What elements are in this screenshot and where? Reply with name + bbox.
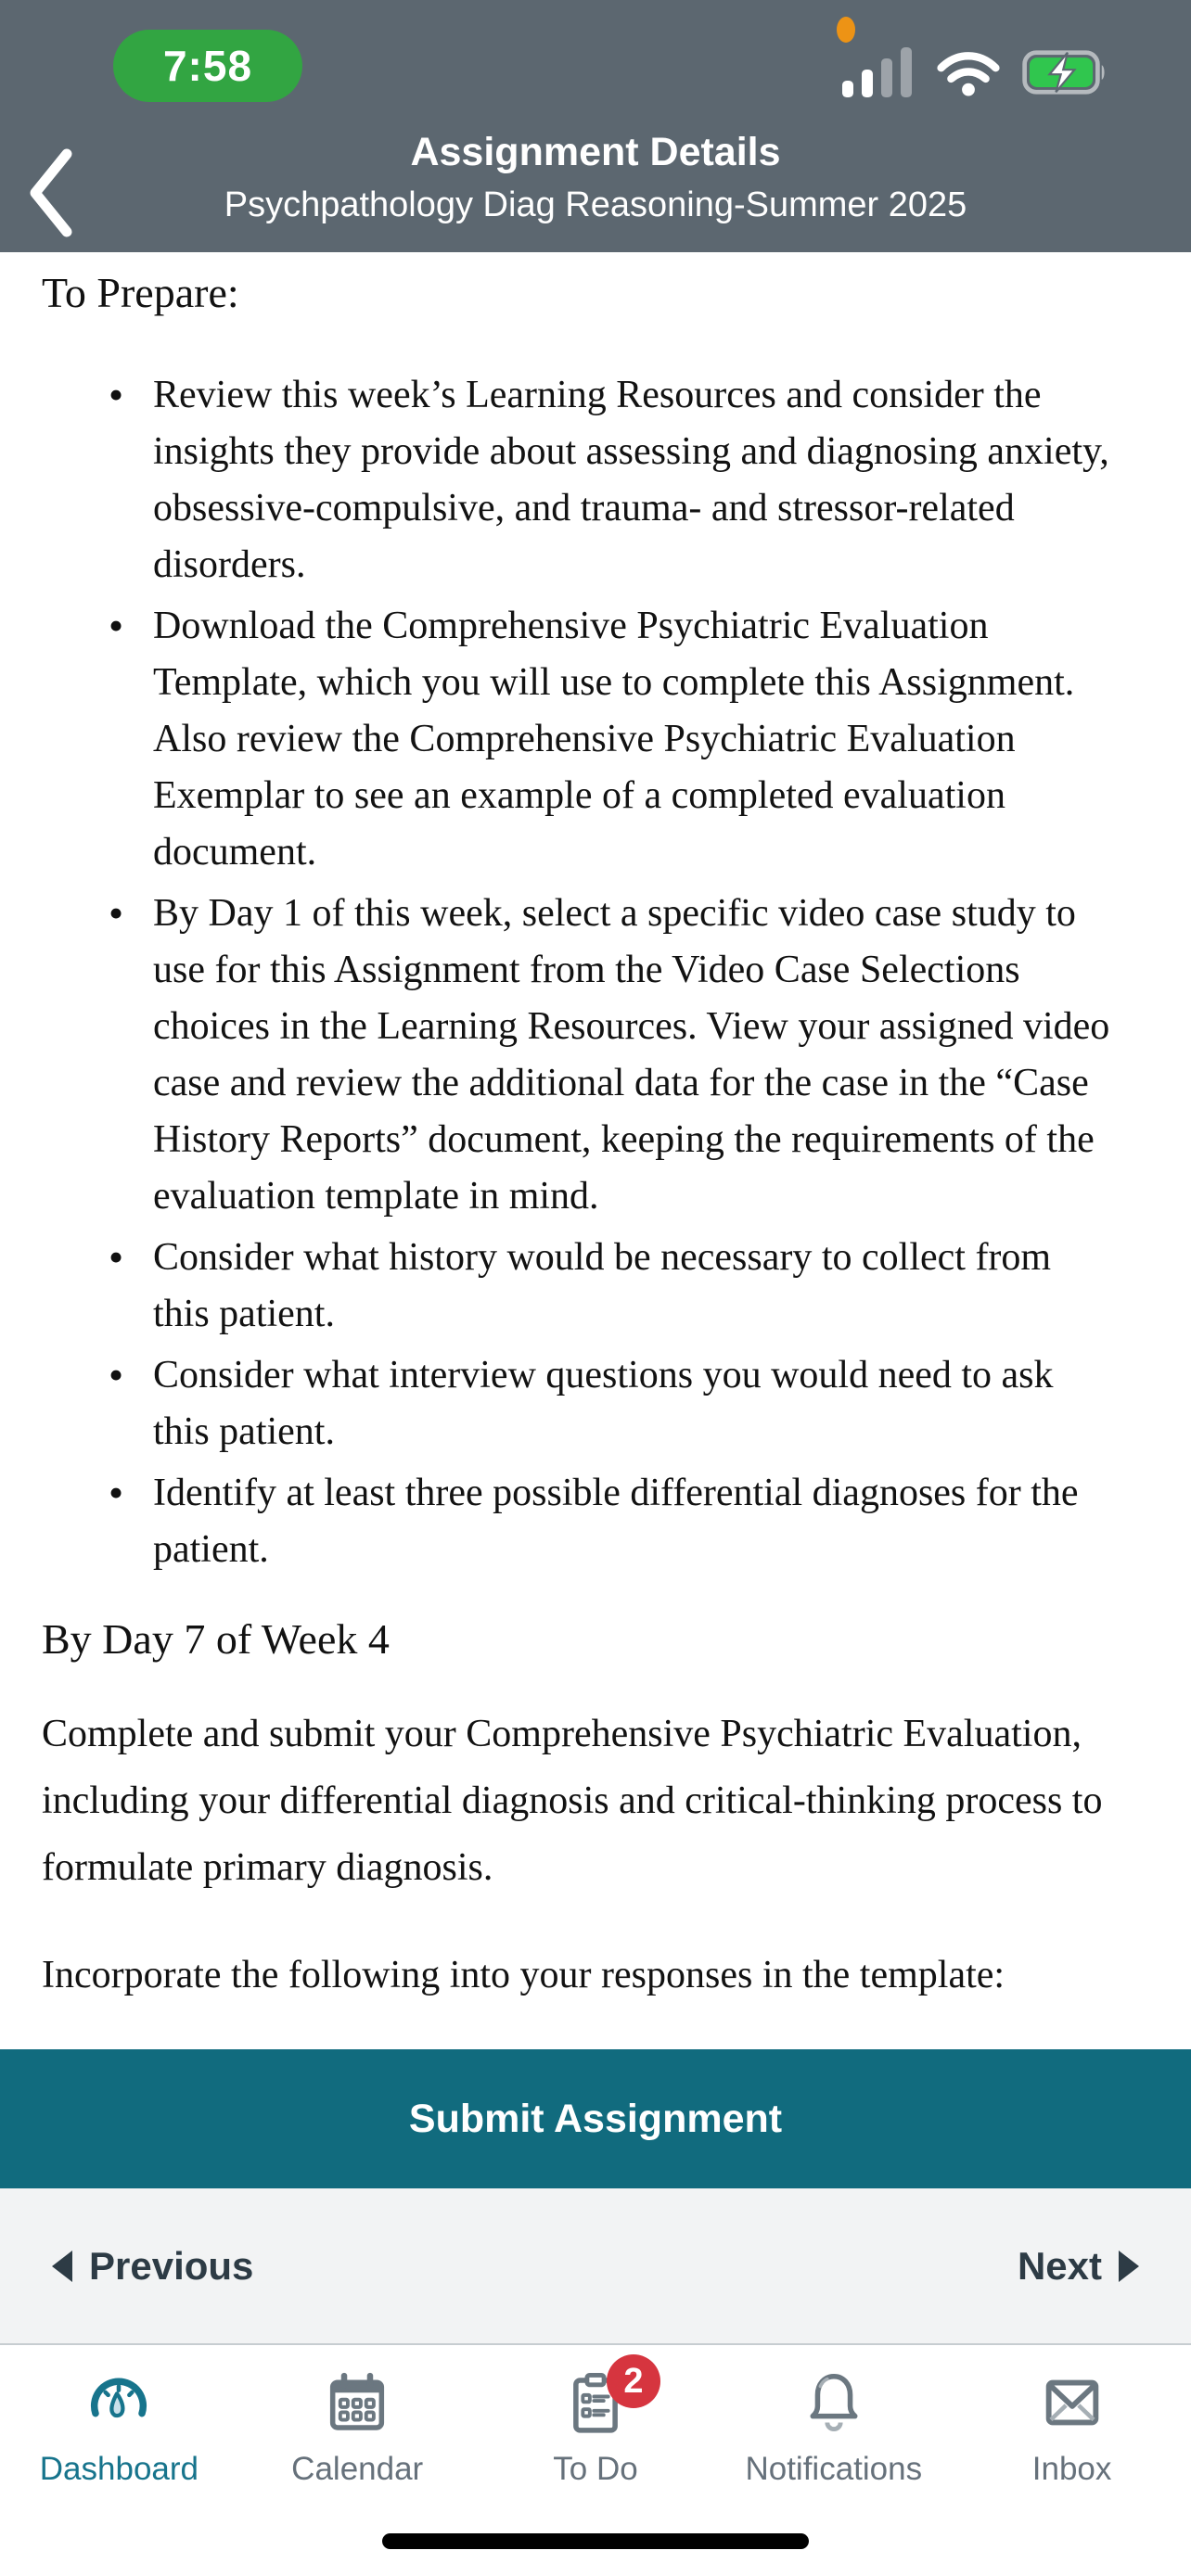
assignment-description-content[interactable] <box>0 252 1191 2049</box>
submit-assignment-label: Submit Assignment <box>408 2096 783 2141</box>
calendar-icon <box>321 2366 393 2439</box>
paragraph-incorporate: Incorporate the following into your responses in the template: <box>42 1954 1005 1996</box>
bullet-item: • Identify at least three possible differential diagnoses for the patient. <box>153 1465 1117 1578</box>
submit-assignment-button[interactable] <box>0 2049 1191 2188</box>
todo-badge-count: 2 <box>623 2361 644 2401</box>
paragraph-complete-submit: Complete and submit your Comprehensive Psychiatric Evaluation, including your differential diagnosis and critical-thinking process to formulate primary diagnosis. <box>42 1713 1103 1889</box>
bell-icon <box>798 2366 870 2439</box>
tab-label-notifications: Notifications <box>745 2451 923 2487</box>
bullet-item: • Consider what interview questions you would need to ask this patient. <box>153 1347 1117 1460</box>
back-button[interactable] <box>26 148 74 237</box>
header-titles <box>111 128 1080 228</box>
home-indicator[interactable] <box>382 2533 809 2549</box>
tab-dashboard[interactable] <box>0 2345 238 2576</box>
previous-button[interactable] <box>52 2244 253 2289</box>
wifi-icon <box>935 47 1002 97</box>
next-button[interactable] <box>1018 2244 1139 2289</box>
section-heading-to-prepare: To Prepare: <box>42 269 239 316</box>
gauge-icon <box>83 2366 155 2439</box>
bullet-item: • Review this week’s Learning Resources and consider the insights they provide about assessing and diagnosing anxiety, obsessive-compulsive, and trauma- and stressor-related disorders. <box>153 367 1117 593</box>
tab-label-dashboard: Dashboard <box>39 2451 199 2487</box>
bullet-item: • Consider what history would be necessary to collect from this patient. <box>153 1230 1117 1343</box>
prepare-bullet-list <box>0 367 1191 1578</box>
status-time-pill[interactable] <box>113 30 302 102</box>
previous-label: Previous <box>89 2243 254 2288</box>
cellular-signal-icon <box>842 46 915 98</box>
tab-label-inbox: Inbox <box>1031 2451 1112 2487</box>
module-pager <box>0 2188 1191 2343</box>
page-title: Assignment Details <box>410 130 781 174</box>
battery-charging-icon <box>1022 49 1109 96</box>
status-icons <box>842 46 1109 98</box>
tab-label-calendar: Calendar <box>291 2451 424 2487</box>
microphone-indicator-icon <box>837 17 855 43</box>
next-label: Next <box>1017 2243 1102 2288</box>
bullet-item: • By Day 1 of this week, select a specific video case study to use for this Assignment from the Video Case Selections choices in the Learning Resources. View your assigned video case and review the additional data for the case in the “Case History Reports” document, keeping the requirements of the evaluation template in mind. <box>153 886 1117 1225</box>
navigation-header <box>0 0 1191 252</box>
todo-badge <box>607 2354 660 2408</box>
tab-inbox[interactable] <box>953 2345 1191 2576</box>
previous-arrow-icon <box>52 2251 72 2282</box>
status-time: 7:58 <box>162 42 253 90</box>
section-heading-by-day-7: By Day 7 of Week 4 <box>42 1615 390 1663</box>
tab-label-todo: To Do <box>553 2451 638 2487</box>
bullet-item: • Download the Comprehensive Psychiatric Evaluation Template, which you will use to complete this Assignment. Also review the Comprehensive Psychiatric Evaluation Exemplar to see an example of a completed evaluation document. <box>153 598 1117 881</box>
course-subtitle: Psychpathology Diag Reasoning-Summer 2025 <box>224 185 967 224</box>
next-arrow-icon <box>1119 2251 1139 2282</box>
envelope-icon <box>1036 2366 1108 2439</box>
